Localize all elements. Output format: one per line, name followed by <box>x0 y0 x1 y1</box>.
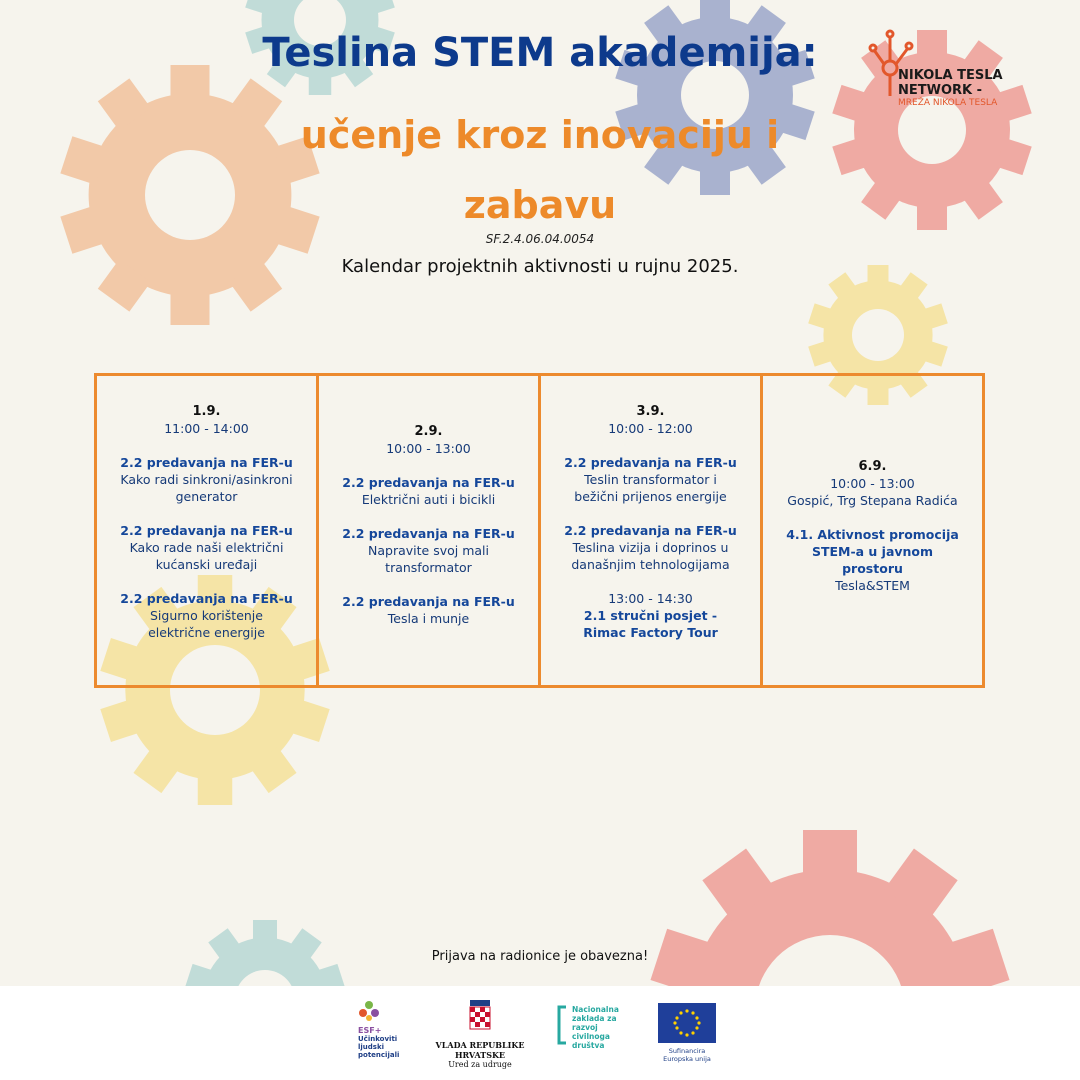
event-location: Gospić, Trg Stepana Radića <box>787 493 958 508</box>
activity-heading: 2.2 predavanja na FER-u <box>342 475 515 490</box>
activity-heading: 4.1. Aktivnost promocija STEM-a u javnom prostoru <box>786 527 959 576</box>
activity-text: Teslin transformator i bežični prijenos energije <box>574 472 727 504</box>
page-subtitle-orange: učenje kroz inovaciju i zabavu <box>300 113 780 227</box>
day-time: 10:00 - 13:00 <box>830 476 915 491</box>
vlada-logo <box>418 1000 542 1069</box>
zaklada-line2: zaklada za <box>572 1014 617 1023</box>
vlada-line1: VLADA REPUBLIKE HRVATSKE <box>435 1040 525 1060</box>
zaklada-line1: Nacionalna <box>572 1005 619 1014</box>
activity-heading: 2.2 predavanja na FER-u <box>120 455 293 470</box>
visit-time: 13:00 - 14:30 <box>608 591 693 606</box>
bracket-icon <box>556 1005 572 1045</box>
nikola-tesla-network-logo <box>868 28 1038 118</box>
esf-logo <box>358 1000 418 1059</box>
page-title: Teslina STEM akademija: <box>262 30 818 76</box>
day-date: 3.9. <box>636 404 665 419</box>
esf-line2: ljudski <box>358 1043 385 1051</box>
croatian-coat-of-arms-icon <box>468 1000 492 1036</box>
day-date: 1.9. <box>192 404 221 419</box>
registration-note: Prijava na radionice je obavezna! <box>431 949 649 964</box>
day-date: 6.9. <box>858 459 887 474</box>
activity-text: Tesla i munje <box>387 611 470 626</box>
activity-text: Kako rade naši električni kućanski uređaji <box>129 540 284 572</box>
logo-text-line1: NIKOLA TESLA <box>898 68 1003 83</box>
day-time: 10:00 - 12:00 <box>608 421 693 436</box>
schedule-day-3 <box>541 376 763 685</box>
vlada-line2: Ured za udruge <box>448 1060 512 1069</box>
activity-heading: 2.2 predavanja na FER-u <box>120 591 293 606</box>
eu-line2: Europska unija <box>663 1055 711 1063</box>
zaklada-line4: civilnoga <box>572 1032 610 1041</box>
day-date: 2.9. <box>414 424 443 439</box>
esf-flower-icon <box>358 1000 380 1022</box>
activity-heading: 2.2 predavanja na FER-u <box>342 594 515 609</box>
day-time: 10:00 - 13:00 <box>386 441 471 456</box>
day-time: 11:00 - 14:00 <box>164 421 249 436</box>
project-code: SF.2.4.06.04.0054 <box>485 232 595 246</box>
zaklada-line5: društva <box>572 1041 605 1050</box>
esf-tag: ESF+ <box>358 1026 382 1035</box>
eu-logo <box>652 1003 722 1063</box>
activity-heading: 2.2 predavanja na FER-u <box>564 523 737 538</box>
activity-text: Sigurno korištenje električne energije <box>148 608 265 640</box>
logo-text-line2: NETWORK - <box>898 83 983 98</box>
eu-line1: Sufinancira <box>668 1047 706 1055</box>
schedule-day-2 <box>319 376 541 685</box>
activity-text: Električni auti i bicikli <box>361 492 496 507</box>
schedule-day-1 <box>97 376 319 685</box>
activity-text: Napravite svoj mali transformator <box>368 543 489 575</box>
activity-heading: 2.2 predavanja na FER-u <box>120 523 293 538</box>
visit-heading: 2.1 stručni posjet - Rimac Factory Tour <box>583 608 718 640</box>
esf-line1: Učinkoviti <box>358 1035 398 1043</box>
schedule-day-4 <box>763 376 982 685</box>
schedule-table <box>94 373 985 688</box>
calendar-subtitle: Kalendar projektnih aktivnosti u rujnu 2025. <box>341 256 739 277</box>
activity-heading: 2.2 predavanja na FER-u <box>564 455 737 470</box>
activity-text: Tesla&STEM <box>835 578 910 593</box>
activity-text: Teslina vizija i doprinos u današnjim tehnologijama <box>571 540 730 572</box>
esf-line3: potencijali <box>358 1051 400 1059</box>
eu-flag-icon <box>658 1003 716 1043</box>
activity-text: Kako radi sinkroni/asinkroni generator <box>120 472 293 504</box>
logo-text-line3: MREŽA NIKOLA TESLA <box>898 98 998 108</box>
activity-heading: 2.2 predavanja na FER-u <box>342 526 515 541</box>
zaklada-line3: razvoj <box>572 1023 598 1032</box>
